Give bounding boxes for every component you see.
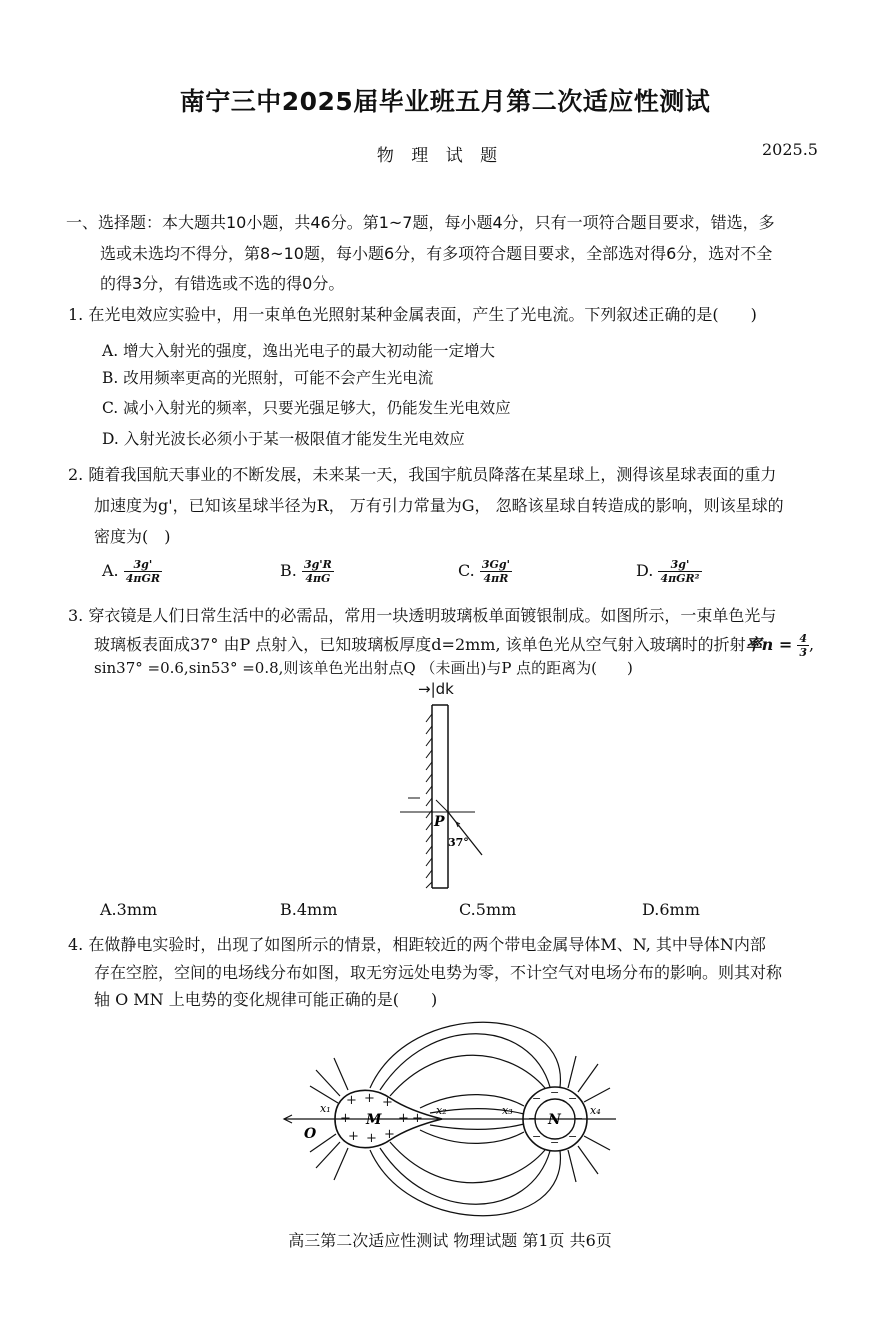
svg-text:−: − [532, 1092, 542, 1105]
q3-n-denominator: 3 [799, 646, 808, 659]
q3-stem-line-2: 玻璃板表面成37° 由P 点射入，已知玻璃板厚度d=2mm, 该单色光从空气射入玻璃时的折射率n = $\frac{4}{3}$ , [94, 632, 815, 659]
q2-option-d [636, 558, 702, 585]
q1-stem: 1. 在光电效应实验中，用一束单色光照射某种金属表面，产生了光电流。下列叙述正确的是( ) [68, 305, 757, 324]
q4-stem-line-3: 轴 O MN 上电势的变化规律可能正确的是( ) [94, 990, 438, 1009]
q2-stem-line-3: 密度为( ) [94, 527, 171, 546]
svg-text:+: + [364, 1091, 375, 1106]
q2-stem-line-2: 加速度为g'，已知该星球半径为R， 万有引力常量为G， 忽略该星球自转造成的影响，则该星球的 [94, 496, 784, 515]
q2-option-d-denominator: 4πGR² [660, 572, 700, 585]
svg-text:+: + [366, 1131, 377, 1146]
section-instructions-line-1: 一、选择题：本大题共10小题，共46分。第1~7题，每小题4分，只有一项符合题目要求，错选，多 [66, 213, 775, 232]
svg-text:−: − [550, 1136, 560, 1149]
q2-option-d-label: D. [636, 561, 654, 580]
q4-label-x1: x₁ [320, 1102, 331, 1115]
q3-answer-b: B.4mm [280, 900, 338, 919]
svg-text:−: − [550, 1086, 560, 1099]
svg-text:+: + [348, 1129, 359, 1144]
q3-refractive-index [797, 632, 809, 659]
svg-text:+: + [384, 1127, 395, 1142]
q4-label-m: M [366, 1112, 382, 1128]
q2-option-a [102, 558, 162, 585]
page-footer: 高三第二次适应性测试 物理试题 第1页 共6页 [288, 1231, 612, 1250]
q1-option-d: D. 入射光波长必须小于某一极限值才能发生光电效应 [102, 430, 465, 448]
q2-option-b [280, 558, 334, 585]
svg-text:−: − [532, 1130, 542, 1143]
q3-stem-line-2-text: 玻璃板表面成37° 由P 点射入，已知玻璃板厚度d=2mm, 该单色光从空气射入玻璃时的折射 [94, 635, 746, 654]
subject-title: 物 理 试 题 [376, 146, 504, 166]
svg-text:+: + [398, 1111, 409, 1126]
svg-text:−: − [568, 1092, 578, 1105]
q2-option-c-denominator: 4πR [483, 572, 509, 585]
q2-option-a-numerator: 3g' [124, 558, 162, 572]
q2-option-a-denominator: 4πGR [125, 572, 160, 585]
q3-answer-c: C.5mm [459, 900, 517, 919]
q2-stem-line-1: 2. 随着我国航天事业的不断发展，未来某一天，我国宇航员降落在某星球上，测得该星球表面的重力 [68, 465, 777, 484]
q2-option-c-label: C. [458, 561, 475, 580]
q3-figure-point-p: P [434, 814, 445, 830]
q4-electric-field-figure [280, 1018, 620, 1223]
q2-option-c-numerator: 3Gg' [481, 558, 510, 571]
svg-text:+: + [382, 1095, 393, 1110]
q2-option-b-denominator: 4πG [305, 572, 331, 585]
svg-text:+: + [340, 1111, 351, 1126]
q2-option-b-label: B. [280, 561, 297, 580]
q1-option-a: A. 增大入射光的强度，逸出光电子的最大初动能一定增大 [102, 342, 496, 360]
q3-figure-angle-label: 37° [448, 836, 469, 849]
page-title: 南宁三中2025届毕业班五月第二次适应性测试 [179, 87, 711, 116]
q2-option-a-label: A. [102, 561, 119, 580]
q3-stem-line-3: sin37° =0.6,sin53° =0.8,则该单色光出射点Q （未画出)与P 点的距离为( ) [94, 659, 633, 677]
q3-answer-a: A.3mm [100, 900, 158, 919]
q4-label-n: N [548, 1112, 561, 1128]
section-instructions-line-3: 的得3分，有错选或不选的得0分。 [100, 274, 345, 293]
q2-option-d-numerator: 3g' [658, 558, 701, 572]
q3-answer-d: D.6mm [642, 900, 700, 919]
q4-label-x2: x₂ [436, 1104, 447, 1117]
q2-option-b-numerator: 3g'R [303, 558, 332, 571]
q1-option-c: C. 减小入射光的频率，只要光强足够大，仍能发生光电效应 [102, 399, 511, 417]
q3-n-numerator: 4 [799, 632, 808, 645]
svg-text:+: + [412, 1111, 423, 1126]
q3-rate-label: 率n = [745, 635, 793, 654]
q4-label-x3: x₃ [502, 1104, 513, 1117]
q3-mirror-figure [380, 700, 500, 895]
q2-option-b-fraction [302, 558, 334, 585]
q3-figure-top-label: →|dk [418, 680, 454, 698]
q4-stem-line-2: 存在空腔，空间的电场线分布如图，取无穷远处电势为零，不计空气对电场分布的影响。则其对称 [94, 963, 783, 982]
q1-option-b: B. 改用频率更高的光照射，可能不会产生光电流 [102, 369, 434, 387]
svg-text:−: − [574, 1112, 584, 1125]
q4-stem-line-1: 4. 在做静电实验时，出现了如图所示的情景，相距较近的两个带电金属导体M、N, 其中导体N内部 [68, 935, 766, 954]
q2-option-c [458, 558, 512, 585]
q2-option-a-fraction [124, 558, 162, 585]
svg-text:+: + [346, 1093, 357, 1108]
q3-stem-line-1: 3. 穿衣镜是人们日常生活中的必需品，常用一块透明玻璃板单面镀银制成。如图所示，一束单色光与 [68, 606, 777, 625]
q2-option-c-fraction [480, 558, 512, 585]
section-instructions-line-2: 选或未选均不得分，第8~10题，每小题6分，有多项符合题目要求，全部选对得6分，选对不全 [100, 244, 773, 263]
q4-label-x4: x₄ [590, 1104, 601, 1117]
q2-option-d-fraction [658, 558, 701, 585]
svg-text:−: − [568, 1130, 578, 1143]
exam-date: 2025.5 [762, 140, 818, 159]
q4-label-o: O [304, 1126, 317, 1142]
svg-text:−: − [528, 1112, 538, 1125]
